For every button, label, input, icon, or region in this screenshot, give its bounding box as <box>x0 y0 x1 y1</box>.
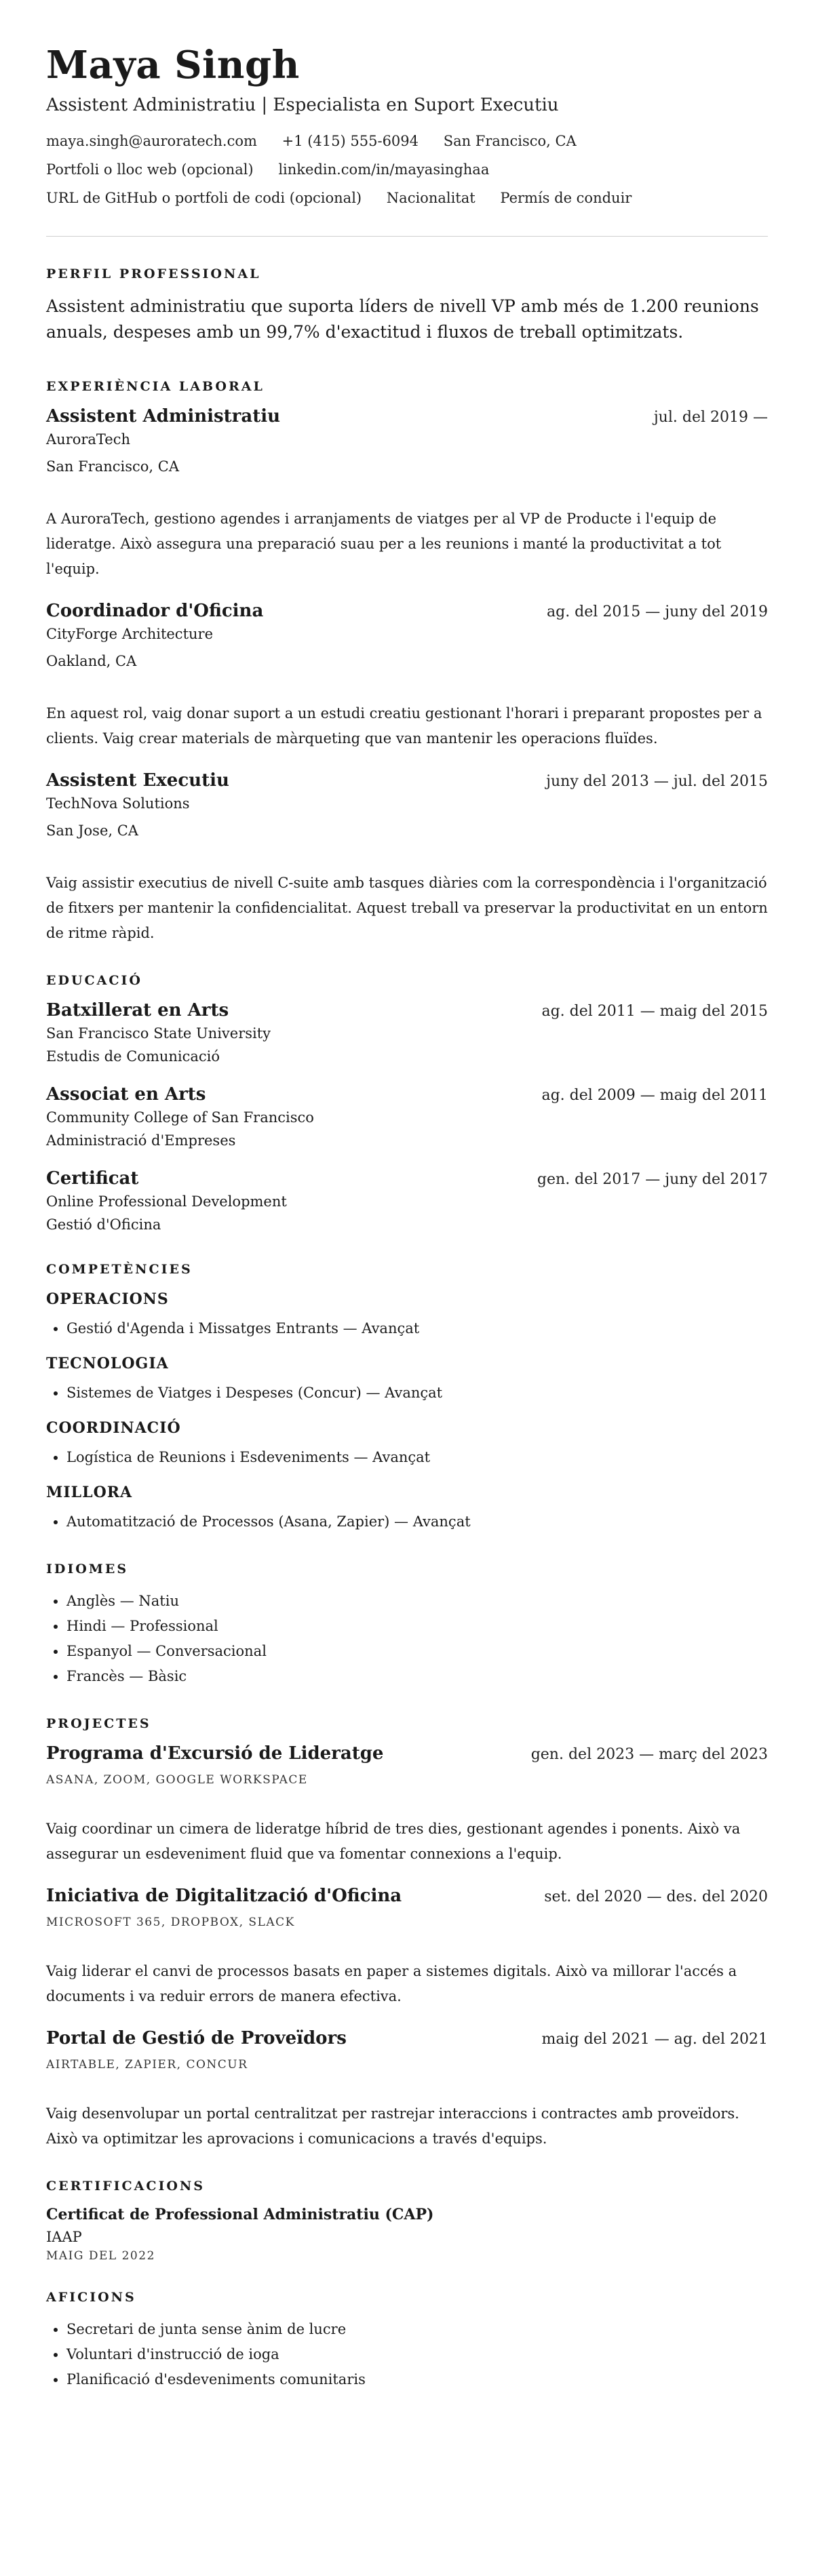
project-dates: gen. del 2023 — març del 2023 <box>530 1746 768 1763</box>
experience-section <box>46 379 768 946</box>
hobby-item: • Voluntari d'instrucció de ioga <box>66 2342 768 2367</box>
degree-title: Associat en Arts <box>46 1084 206 1105</box>
degree-school: Online Professional Development <box>46 1193 287 1210</box>
project-description: Vaig liderar el canvi de processos basats en paper a sistemes digitals. Això va millorar l'accés a documents i va reduir errors de manera efectiva. <box>46 1963 737 2004</box>
languages-section <box>46 1562 768 1689</box>
contact-linkedin[interactable]: linkedin.com/in/mayasinghaa <box>278 161 490 178</box>
project-name: Portal de Gestió de Proveïdors <box>46 2028 347 2048</box>
job-location: Oakland, CA <box>46 653 137 669</box>
contact-nationality: Nacionalitat <box>386 190 476 206</box>
project-tech: ASANA, ZOOM, GOOGLE WORKSPACE <box>46 1773 308 1787</box>
skill-category: COORDINACIÓ <box>46 1419 181 1437</box>
degree-field: Administració d'Empreses <box>46 1132 236 1149</box>
contact-license: Permís de conduir <box>500 190 632 206</box>
experience-entry <box>46 601 768 751</box>
contact-row-1 <box>46 132 768 151</box>
job-description: A AuroraTech, gestiono agendes i arranjaments de viatges per al VP de Producte i l'equip de lideratge. Això assegura una preparació suau per a les reunions i manté la productivitat a tot l'equip. <box>46 511 722 577</box>
degree-school: San Francisco State University <box>46 1025 271 1042</box>
job-title: Assistent Administratiu <box>46 406 280 427</box>
project-description: Vaig coordinar un cimera de lideratge híbrid de tres dies, gestionant agendes i ponents. Això va assegurar un esdeveniment fluid que va fomentar connexions a l'equip. <box>46 1821 741 1862</box>
education-heading: EDUCACIÓ <box>46 973 142 988</box>
hobbies-section <box>46 2290 768 2392</box>
skill-category: MILLORA <box>46 1484 133 1501</box>
cert-date: MAIG DEL 2022 <box>46 2249 155 2263</box>
projects-heading: PROJECTES <box>46 1716 151 1731</box>
degree-dates: ag. del 2011 — maig del 2015 <box>541 1003 768 1020</box>
degree-title: Batxillerat en Arts <box>46 1000 229 1021</box>
job-location: San Francisco, CA <box>46 458 180 475</box>
contact-location: San Francisco, CA <box>443 133 577 149</box>
language-item: • Espanyol — Conversacional <box>66 1639 768 1664</box>
projects-section <box>46 1716 768 2152</box>
job-title: Coordinador d'Oficina <box>46 601 264 621</box>
skill-item: • Logística de Reunions i Esdeveniments — Avançat <box>66 1445 768 1470</box>
summary-heading: PERFIL PROFESSIONAL <box>46 266 261 281</box>
education-entry <box>46 1168 768 1235</box>
job-company: CityForge Architecture <box>46 626 214 642</box>
education-entry <box>46 1000 768 1067</box>
education-section <box>46 973 768 1235</box>
hobbies-heading: AFICIONS <box>46 2290 136 2305</box>
project-entry <box>46 2028 768 2152</box>
contact-phone[interactable]: +1 (415) 555-6094 <box>282 133 419 149</box>
project-dates: maig del 2021 — ag. del 2021 <box>541 2031 768 2048</box>
language-item: • Hindi — Professional <box>66 1614 768 1639</box>
experience-heading: EXPERIÈNCIA LABORAL <box>46 379 265 394</box>
project-description: Vaig desenvolupar un portal centralitzat per rastrejar interaccions i contractes amb proveïdors. Això va optimitzar les aprovacions i comunicacions a través d'equips. <box>46 2105 739 2147</box>
summary-text: Assistent administratiu que suporta líders de nivell VP amb més de 1.200 reunions anuals, despeses amb un 99,7% d'exactitud i fluxos de treball optimitzats. <box>46 296 759 342</box>
degree-school: Community College of San Francisco <box>46 1109 314 1126</box>
project-dates: set. del 2020 — des. del 2020 <box>544 1888 768 1905</box>
certifications-section <box>46 2179 768 2263</box>
hobby-item: • Secretari de junta sense ànim de lucre <box>66 2317 768 2342</box>
job-description: Vaig assistir executius de nivell C-suite amb tasques diàries com la correspondència i l'organització de fitxers per mantenir la confidencialitat. Aquest treball va preservar la productivitat en un entorn de ritme ràpid. <box>46 875 768 941</box>
header-divider <box>46 236 768 237</box>
degree-field: Estudis de Comunicació <box>46 1048 220 1065</box>
project-entry <box>46 1886 768 2009</box>
job-description: En aquest rol, vaig donar suport a un estudi creatiu gestionant l'horari i preparant propostes per a clients. Vaig crear materials de màrqueting que van mantenir les operacions fluïdes. <box>46 705 762 747</box>
skill-item: • Sistemes de Viatges i Despeses (Concur) — Avançat <box>66 1381 768 1406</box>
job-company: TechNova Solutions <box>46 795 190 812</box>
project-name: Programa d'Excursió de Lideratge <box>46 1743 384 1764</box>
cert-issuer: IAAP <box>46 2229 82 2245</box>
degree-field: Gestió d'Oficina <box>46 1216 161 1233</box>
job-location: San Jose, CA <box>46 823 138 839</box>
project-name: Iniciativa de Digitalització d'Oficina <box>46 1886 402 1906</box>
contact-row-2 <box>46 160 768 179</box>
contact-row-3 <box>46 189 768 207</box>
degree-title: Certificat <box>46 1168 139 1189</box>
job-company: AuroraTech <box>46 431 131 448</box>
project-entry <box>46 1743 768 1867</box>
project-tech: MICROSOFT 365, DROPBOX, SLACK <box>46 1916 295 1929</box>
language-item: • Francès — Bàsic <box>66 1664 768 1689</box>
summary-section <box>46 266 768 345</box>
skill-item: • Gestió d'Agenda i Missatges Entrants — Avançat <box>66 1316 768 1341</box>
experience-entry <box>46 406 768 582</box>
project-tech: AIRTABLE, ZAPIER, CONCUR <box>46 2058 248 2072</box>
degree-dates: gen. del 2017 — juny del 2017 <box>537 1171 768 1188</box>
language-item: • Anglès — Natiu <box>66 1589 768 1614</box>
job-dates: juny del 2013 — jul. del 2015 <box>546 773 768 790</box>
skill-item: • Automatització de Processos (Asana, Zapier) — Avançat <box>66 1509 768 1534</box>
job-dates: jul. del 2019 — <box>653 409 768 426</box>
cert-name: Certificat de Professional Administratiu (CAP) <box>46 2206 434 2223</box>
contact-email[interactable]: maya.singh@auroratech.com <box>46 133 257 149</box>
skills-section <box>46 1262 768 1534</box>
candidate-name: Maya Singh <box>46 43 300 87</box>
experience-entry <box>46 770 768 946</box>
education-entry <box>46 1084 768 1151</box>
languages-heading: IDIOMES <box>46 1562 129 1577</box>
skills-heading: COMPETÈNCIES <box>46 1262 193 1277</box>
certifications-heading: CERTIFICACIONS <box>46 2179 205 2194</box>
skill-category: OPERACIONS <box>46 1290 169 1308</box>
candidate-subtitle: Assistent Administratiu | Especialista en Suport Executiu <box>46 95 559 115</box>
hobby-item: • Planificació d'esdeveniments comunitaris <box>66 2367 768 2392</box>
job-title: Assistent Executiu <box>46 770 229 791</box>
degree-dates: ag. del 2009 — maig del 2011 <box>541 1087 768 1104</box>
job-dates: ag. del 2015 — juny del 2019 <box>547 603 768 620</box>
contact-portfolio[interactable]: Portfoli o lloc web (opcional) <box>46 161 254 178</box>
skill-category: TECNOLOGIA <box>46 1355 169 1372</box>
contact-github[interactable]: URL de GitHub o portfoli de codi (opcional) <box>46 190 362 206</box>
